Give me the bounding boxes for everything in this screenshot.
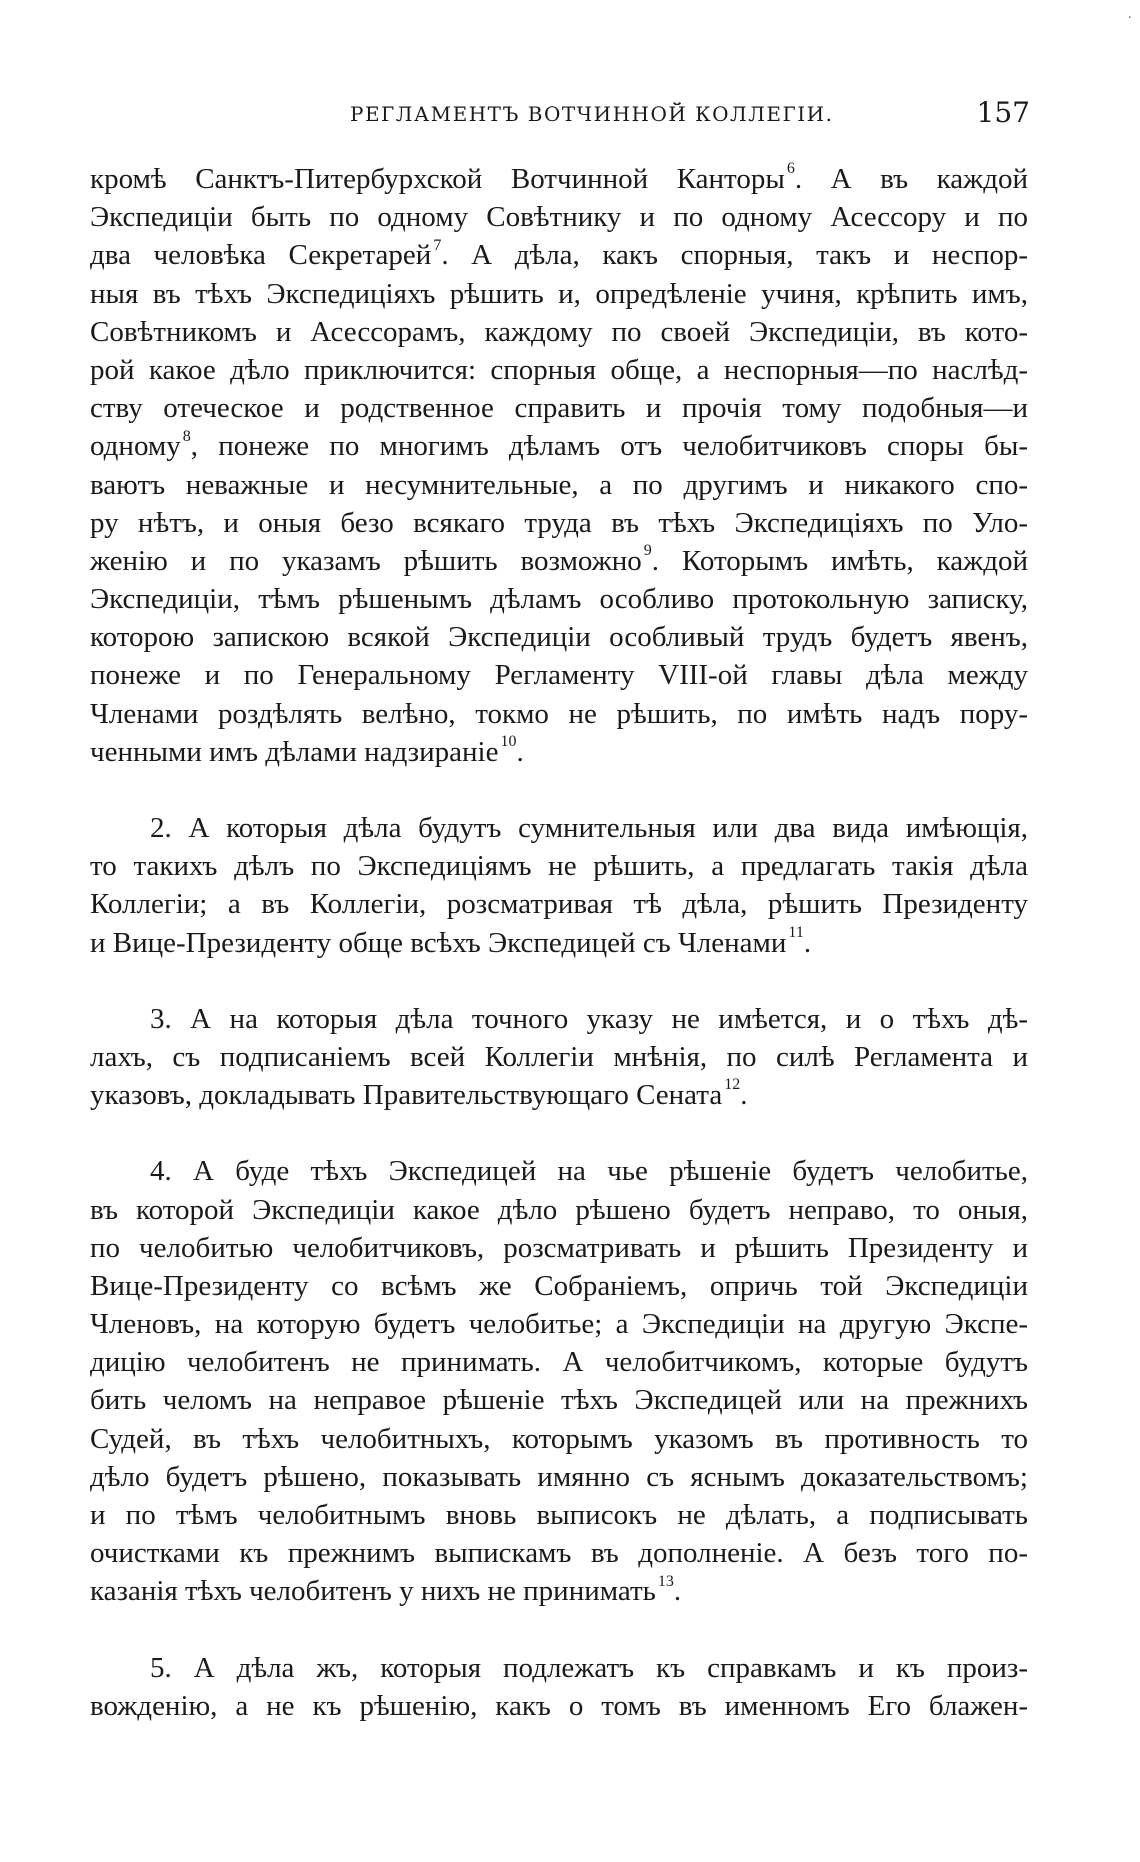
footnote-marker: 11 (788, 923, 804, 941)
line-text: указовъ, докладывать Правительствующаго Сената (90, 1079, 723, 1112)
text-line (90, 733, 1028, 771)
line-text: одному (90, 430, 181, 463)
paragraph-gap (90, 1114, 1028, 1152)
line-text: два человѣка Секретарей (90, 239, 432, 272)
text-line (90, 542, 1028, 580)
text-line (90, 1000, 1028, 1038)
footnote-marker: 13 (657, 1572, 674, 1590)
paragraph-gap (90, 1611, 1028, 1649)
line-text: дѣло будетъ рѣшено, показывать имянно съ яснымъ доказательствомъ; (90, 1460, 1028, 1493)
text-line (90, 427, 1028, 465)
text-line (90, 1381, 1028, 1419)
text-line (90, 198, 1028, 236)
footnote-marker: 6 (786, 160, 795, 178)
line-text: вожденію, а не къ рѣшенію, какъ о томъ въ именномъ Его блажен- (90, 1689, 1028, 1722)
text-line (90, 809, 1028, 847)
page-number: 157 (976, 96, 1030, 129)
footnote-marker: 8 (182, 427, 191, 445)
line-text: 4. А буде тѣхъ Экспедицей на чье рѣшеніе будетъ челобитье, (150, 1155, 1028, 1188)
line-tail: . (740, 1079, 748, 1112)
line-text: которою запискою всякой Экспедиціи особливый трудъ будетъ явенъ, (90, 621, 1028, 654)
text-line (90, 1572, 1028, 1610)
text-line (90, 618, 1028, 656)
text-line (90, 1343, 1028, 1381)
line-text: по челобитью челобитчиковъ, розсматривать и рѣшить Президенту и (90, 1231, 1028, 1264)
paragraph (90, 1000, 1028, 1115)
text-line (90, 885, 1028, 923)
line-tail: . (516, 735, 524, 768)
line-tail: , понеже по многимъ дѣламъ отъ челобитчиковъ споры бы- (190, 430, 1028, 463)
text-line (90, 504, 1028, 542)
text-line (90, 1649, 1028, 1687)
paragraph-gap (90, 771, 1028, 809)
text-line (90, 924, 1028, 962)
corner-mark: · (1127, 10, 1132, 26)
footnote-marker: 7 (433, 236, 442, 254)
line-text: кромѣ Санктъ-Питербурхской Вотчинной Канторы (90, 163, 785, 195)
paragraph (90, 1152, 1028, 1610)
text-line (90, 1458, 1028, 1496)
footnote-marker: 10 (500, 733, 517, 751)
footnote-marker: 12 (724, 1076, 741, 1094)
running-head: РЕГЛАМЕНТЪ ВОТЧИННОЙ КОЛЛЕГІИ. (350, 102, 834, 126)
line-text: Членовъ, на которую будетъ челобитье; а Экспедиціи на другую Экспе- (90, 1308, 1028, 1341)
body-text (90, 160, 1028, 1725)
text-line (90, 1191, 1028, 1229)
text-line (90, 1305, 1028, 1343)
paragraph (90, 1649, 1028, 1725)
text-line (90, 313, 1028, 351)
line-text: очистками къ прежнимъ выпискамъ въ дополненіе. А безъ того по- (90, 1537, 1028, 1570)
line-text: ваютъ неважные и несумнительные, а по другимъ и никакого спо- (90, 468, 1028, 501)
line-text: лахъ, съ подписаніемъ всей Коллегіи мнѣнія, по силѣ Регламента и (90, 1040, 1028, 1073)
line-text: рой какое дѣло приключится: спорныя обще, а неспорныя—по наслѣд- (90, 353, 1028, 386)
line-text: ныя въ тѣхъ Экспедиціяхъ рѣшить и, опредѣленіе учиня, крѣпить имъ, (90, 277, 1028, 310)
line-text: 3. А на которыя дѣла точного указу не имѣется, и о тѣхъ дѣ- (150, 1002, 1028, 1035)
line-tail: . (673, 1575, 682, 1608)
text-line (90, 1076, 1028, 1114)
line-text: дицію челобитенъ не принимать. А челобитчикомъ, которые будутъ (90, 1346, 1028, 1379)
line-text: ству отеческое и родственное справить и прочія тому подобныя—и (90, 392, 1028, 425)
text-line (90, 695, 1028, 733)
line-tail: . Которымъ имѣть, каждой (651, 544, 1028, 577)
text-line (90, 847, 1028, 885)
line-text: ченными имъ дѣлами надзираніе (90, 735, 499, 768)
text-line (90, 1267, 1028, 1305)
text-line (90, 389, 1028, 427)
text-line (90, 580, 1028, 618)
text-line (90, 656, 1028, 694)
line-text: и по тѣмъ челобитнымъ вновь выписокъ не дѣлать, а подписывать (90, 1499, 1028, 1531)
line-text: то такихъ дѣлъ по Экспедиціямъ не рѣшить, а предлагать такія дѣла (90, 850, 1028, 883)
line-tail: А въ каждой (802, 163, 1028, 195)
line-punct: . (794, 163, 803, 195)
line-text: казанія тѣхъ челобитенъ у нихъ не принимать (90, 1575, 656, 1608)
text-line (90, 160, 1028, 198)
text-line (90, 1687, 1028, 1725)
footnote-marker: 9 (643, 542, 652, 560)
line-text: 5. А дѣла жъ, которыя подлежатъ къ справкамъ и къ произ- (150, 1651, 1028, 1684)
line-text: понеже и по Генеральному Регламенту VIII-ой главы дѣла между (90, 659, 1028, 692)
line-text: и Вице-Президенту обще всѣхъ Экспедицей съ Членами (90, 926, 787, 959)
text-line (90, 1229, 1028, 1267)
line-text: Экспедиціи, тѣмъ рѣшенымъ дѣламъ особливо протокольную записку, (90, 583, 1028, 616)
line-text: Коллегіи; а въ Коллегіи, розсматривая тѣ дѣла, рѣшить Президенту (90, 888, 1028, 921)
line-tail: . (803, 926, 812, 959)
line-text: Совѣтникомъ и Асессорамъ, каждому по своей Экспедиціи, въ кото- (90, 315, 1028, 348)
line-text: Судей, въ тѣхъ челобитныхъ, которымъ указомъ въ противность то (90, 1422, 1028, 1455)
line-tail: . А дѣла, какъ спорныя, такъ и неспор- (441, 239, 1028, 272)
line-text: бить челомъ на неправое рѣшеніе тѣхъ Экспедицей или на прежнихъ (90, 1384, 1028, 1417)
line-text: 2. А которыя дѣла будутъ сумнительныя или два вида имѣющія, (150, 812, 1028, 844)
text-line (90, 1420, 1028, 1458)
text-line (90, 1534, 1028, 1572)
text-line (90, 351, 1028, 389)
line-text: Экспедиціи быть по одному Совѣтнику и по одному Асессору и по (90, 201, 1028, 234)
line-text: ру нѣтъ, и оныя безо всякаго труда въ тѣхъ Экспедиціяхъ по Уло- (90, 506, 1028, 539)
paragraph (90, 160, 1028, 771)
text-line (90, 236, 1028, 274)
text-line (90, 1496, 1028, 1534)
line-text: въ которой Экспедиціи какое дѣло рѣшено будетъ неправо, то оныя, (90, 1193, 1028, 1226)
text-line (90, 275, 1028, 313)
paragraph-gap (90, 962, 1028, 1000)
line-text: Вице-Президенту со всѣмъ же Собраніемъ, опричь той Экспедиціи (90, 1269, 1028, 1302)
text-line (90, 1038, 1028, 1076)
page-header (90, 96, 1030, 136)
line-text: Членами роздѣлять велѣно, токмо не рѣшить, по имѣть надъ пору- (90, 697, 1028, 730)
text-line (90, 1152, 1028, 1190)
paragraph (90, 809, 1028, 962)
text-line (90, 466, 1028, 504)
line-text: женію и по указамъ рѣшить возможно (90, 544, 642, 577)
